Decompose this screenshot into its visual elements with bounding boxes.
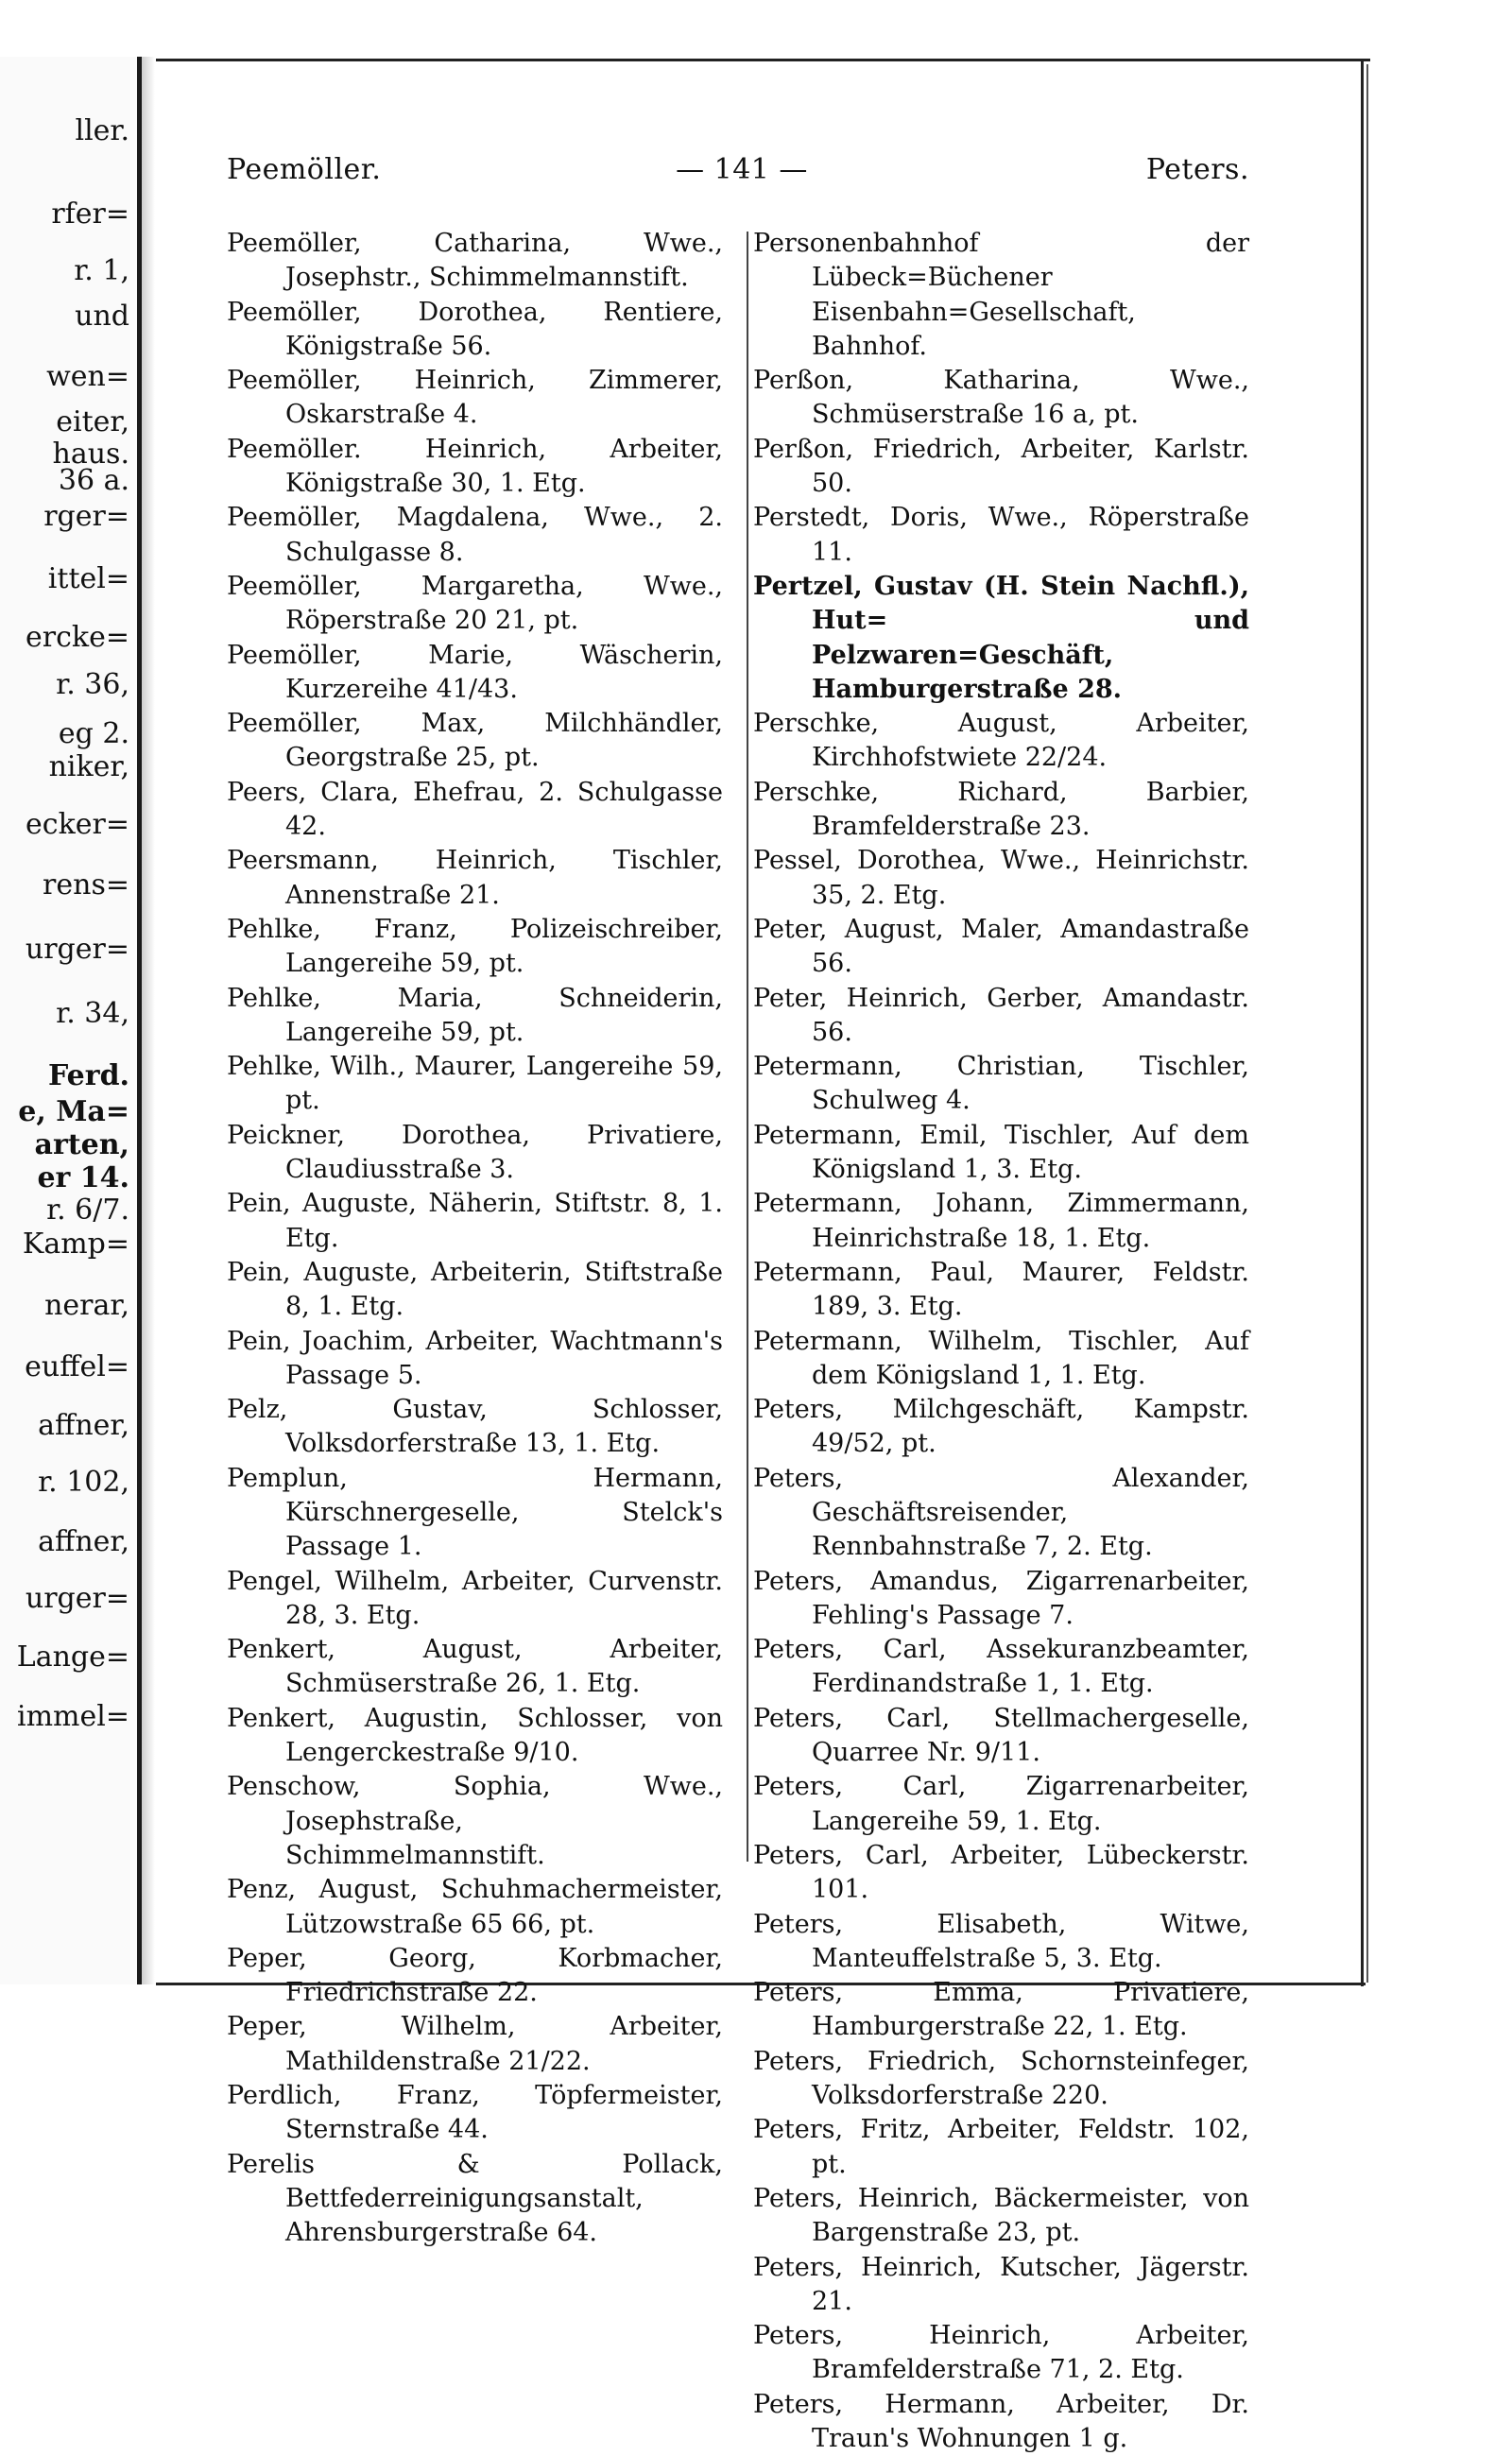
fragment-line: ittel= bbox=[47, 562, 129, 595]
directory-entry: Peters, Carl, Arbeiter, Lübeckerstr. 101. bbox=[753, 1840, 1249, 1905]
fragment-line: affner, bbox=[38, 1525, 129, 1558]
fragment-line: urger= bbox=[25, 933, 129, 966]
column-divider bbox=[747, 232, 748, 1862]
directory-entry: Pein, Joachim, Arbeiter, Wachtmann's Passage 5. bbox=[227, 1326, 723, 1390]
running-header bbox=[227, 153, 1249, 191]
directory-entry: Peemöller, Max, Milchhändler, Georgstraße 25, pt. bbox=[227, 709, 723, 773]
page-number: — 141 — bbox=[676, 153, 808, 186]
directory-entry: Peters, Carl, Zigarrenarbeiter, Langereihe 59, 1. Etg. bbox=[753, 1772, 1249, 1836]
directory-entry: Peemöller, Heinrich, Zimmerer, Oskarstraße 4. bbox=[227, 366, 723, 430]
fragment-line: r. 1, bbox=[74, 254, 129, 287]
fragment-line: rger= bbox=[43, 500, 129, 533]
directory-entry: Peickner, Dorothea, Privatiere, Claudiusstraße 3. bbox=[227, 1120, 723, 1185]
directory-entry: Peters, Fritz, Arbeiter, Feldstr. 102, pt. bbox=[753, 2115, 1249, 2179]
fragment-line: arten, bbox=[34, 1128, 129, 1161]
fragment-line: eg 2. bbox=[58, 717, 129, 750]
directory-entry: Peemöller. Heinrich, Arbeiter, Königstraße 30, 1. Etg. bbox=[227, 434, 723, 499]
directory-entry: Pelz, Gustav, Schlosser, Volksdorferstraße 13, 1. Etg. bbox=[227, 1395, 723, 1459]
directory-entry: Perstedt, Doris, Wwe., Röperstraße 11. bbox=[753, 503, 1249, 567]
directory-entry: Pein, Auguste, Näherin, Stiftstr. 8, 1. Etg. bbox=[227, 1189, 723, 1253]
fragment-line: haus. bbox=[52, 438, 129, 471]
fragment-line: e, Ma= bbox=[18, 1095, 129, 1128]
directory-entry: Peters, Heinrich, Kutscher, Jägerstr. 21. bbox=[753, 2252, 1249, 2316]
fragment-line: eiter, bbox=[56, 405, 129, 438]
header-left-keyword: Peemöller. bbox=[227, 153, 382, 186]
directory-entry: Peters, Elisabeth, Witwe, Manteuffelstraße 5, 3. Etg. bbox=[753, 1909, 1249, 1973]
directory-entry: Peters, Hermann, Arbeiter, Dr. Traun's Wohnungen 1 g. bbox=[753, 2389, 1249, 2453]
directory-entry: Peter, August, Maler, Amandastraße 56. bbox=[753, 914, 1249, 979]
page-edge-right-inner bbox=[1366, 64, 1368, 1983]
directory-entry: Penschow, Sophia, Wwe., Josephstraße, Schimmelmannstift. bbox=[227, 1772, 723, 1870]
directory-entry: Peters, Alexander, Geschäftsreisender, Rennbahnstraße 7, 2. Etg. bbox=[753, 1463, 1249, 1562]
directory-entry: Peemöller, Catharina, Wwe., Josephstr., Schimmelmannstift. bbox=[227, 229, 723, 293]
fragment-line: 36 a. bbox=[58, 464, 129, 497]
fragment-line: immel= bbox=[17, 1700, 129, 1733]
left-column bbox=[227, 227, 723, 2251]
book-gutter bbox=[142, 57, 155, 1984]
fragment-line: r. 6/7. bbox=[46, 1194, 129, 1227]
directory-entry: Penkert, August, Arbeiter, Schmüserstraße 26, 1. Etg. bbox=[227, 1635, 723, 1699]
fragment-line: ercke= bbox=[26, 621, 129, 654]
directory-entry: Pessel, Dorothea, Wwe., Heinrichstr. 35, 2. Etg. bbox=[753, 846, 1249, 910]
directory-entry: Petermann, Emil, Tischler, Auf dem Königsland 1, 3. Etg. bbox=[753, 1120, 1249, 1185]
directory-entry: Pehlke, Franz, Polizeischreiber, Langereihe 59, pt. bbox=[227, 914, 723, 979]
directory-entry: Personenbahnhof der Lübeck=Büchener Eisenbahn=Gesellschaft, Bahnhof. bbox=[753, 229, 1249, 361]
directory-entry: Peters, Heinrich, Bäckermeister, von Bargenstraße 23, pt. bbox=[753, 2183, 1249, 2248]
previous-page-fragment bbox=[0, 57, 143, 1984]
fragment-line: ller. bbox=[75, 114, 129, 147]
fragment-line: affner, bbox=[38, 1409, 129, 1442]
directory-entry: Penkert, Augustin, Schlosser, von Lengerckestraße 9/10. bbox=[227, 1703, 723, 1768]
directory-entry: Pehlke, Wilh., Maurer, Langereihe 59, pt. bbox=[227, 1052, 723, 1116]
directory-entry: Peers, Clara, Ehefrau, 2. Schulgasse 42. bbox=[227, 777, 723, 842]
directory-entry: Pehlke, Maria, Schneiderin, Langereihe 59, pt. bbox=[227, 983, 723, 1047]
directory-entry: Peters, Carl, Assekuranzbeamter, Ferdinandstraße 1, 1. Etg. bbox=[753, 1635, 1249, 1699]
directory-entry: Peters, Amandus, Zigarrenarbeiter, Fehling's Passage 7. bbox=[753, 1566, 1249, 1630]
fragment-line: euffel= bbox=[25, 1350, 129, 1383]
fragment-line: rfer= bbox=[51, 198, 129, 231]
directory-entry: Petermann, Johann, Zimmermann, Heinrichstraße 18, 1. Etg. bbox=[753, 1189, 1249, 1253]
directory-entry: Peper, Georg, Korbmacher, Friedrichstraße 22. bbox=[227, 1943, 723, 2008]
directory-entry: Peter, Heinrich, Gerber, Amandastr. 56. bbox=[753, 983, 1249, 1047]
directory-entry: Peemöller, Marie, Wäscherin, Kurzereihe 41/43. bbox=[227, 640, 723, 704]
directory-entry: Pertzel, Gustav (H. Stein Nachfl.), Hut= und Pelzwaren=Geschäft, Hamburgerstraße 28. bbox=[753, 571, 1249, 704]
fragment-line: er 14. bbox=[37, 1161, 129, 1194]
directory-entry: Pengel, Wilhelm, Arbeiter, Curvenstr. 28, 3. Etg. bbox=[227, 1566, 723, 1630]
fragment-line: Kamp= bbox=[22, 1228, 129, 1261]
directory-entry: Petermann, Paul, Maurer, Feldstr. 189, 3. Etg. bbox=[753, 1257, 1249, 1322]
fragment-line: niker, bbox=[48, 750, 129, 783]
fragment-line: r. 36, bbox=[56, 668, 129, 701]
fragment-line: Ferd. bbox=[48, 1059, 129, 1092]
directory-entry: Perßon, Friedrich, Arbeiter, Karlstr. 50. bbox=[753, 434, 1249, 499]
fragment-line: wen= bbox=[46, 360, 129, 393]
page-edge-right bbox=[1361, 59, 1364, 1986]
fragment-line: r. 102, bbox=[38, 1466, 129, 1499]
directory-entry: Peters, Friedrich, Schornsteinfeger, Volksdorferstraße 220. bbox=[753, 2046, 1249, 2111]
directory-entry: Perschke, Richard, Barbier, Bramfelderstraße 23. bbox=[753, 777, 1249, 842]
fragment-line: rens= bbox=[43, 868, 129, 902]
directory-entry: Peemöller, Dorothea, Rentiere, Königstraße 56. bbox=[227, 297, 723, 361]
directory-entry: Peper, Wilhelm, Arbeiter, Mathildenstraße 21/22. bbox=[227, 2012, 723, 2076]
directory-entry: Peters, Heinrich, Arbeiter, Bramfelderstraße 71, 2. Etg. bbox=[753, 2321, 1249, 2385]
directory-entry: Perdlich, Franz, Töpfermeister, Sternstraße 44. bbox=[227, 2081, 723, 2145]
directory-entry: Peersmann, Heinrich, Tischler, Annenstraße 21. bbox=[227, 846, 723, 910]
right-column bbox=[753, 227, 1249, 2456]
directory-entry: Pemplun, Hermann, Kürschnergeselle, Stelck's Passage 1. bbox=[227, 1463, 723, 1562]
fragment-line: Lange= bbox=[16, 1640, 129, 1674]
directory-entry: Perschke, August, Arbeiter, Kirchhofstwiete 22/24. bbox=[753, 709, 1249, 773]
directory-entry: Peters, Milchgeschäft, Kampstr. 49/52, pt. bbox=[753, 1395, 1249, 1459]
directory-entry: Peters, Emma, Privatiere, Hamburgerstraße 22, 1. Etg. bbox=[753, 1978, 1249, 2042]
fragment-line: ecker= bbox=[26, 808, 129, 841]
directory-entry: Peemöller, Magdalena, Wwe., 2. Schulgasse 8. bbox=[227, 503, 723, 567]
directory-entry: Perßon, Katharina, Wwe., Schmüserstraße 16 a, pt. bbox=[753, 366, 1249, 430]
directory-entry: Peters, Carl, Stellmachergeselle, Quarree Nr. 9/11. bbox=[753, 1703, 1249, 1768]
directory-entry: Perelis & Pollack, Bettfederreinigungsanstalt, Ahrensburgerstraße 64. bbox=[227, 2149, 723, 2248]
directory-entry: Petermann, Christian, Tischler, Schulweg 4. bbox=[753, 1052, 1249, 1116]
page-edge-top bbox=[156, 59, 1370, 61]
directory-entry: Peemöller, Margaretha, Wwe., Röperstraße 20 21, pt. bbox=[227, 571, 723, 636]
fragment-line: nerar, bbox=[44, 1289, 129, 1322]
header-right-keyword: Peters. bbox=[1145, 153, 1249, 186]
fragment-line: urger= bbox=[25, 1582, 129, 1615]
directory-entry: Pein, Auguste, Arbeiterin, Stiftstraße 8, 1. Etg. bbox=[227, 1257, 723, 1322]
fragment-line: und bbox=[75, 300, 129, 333]
directory-entry: Petermann, Wilhelm, Tischler, Auf dem Königsland 1, 1. Etg. bbox=[753, 1326, 1249, 1390]
fragment-line: r. 34, bbox=[56, 997, 129, 1030]
directory-entry: Penz, August, Schuhmachermeister, Lützowstraße 65 66, pt. bbox=[227, 1875, 723, 1939]
